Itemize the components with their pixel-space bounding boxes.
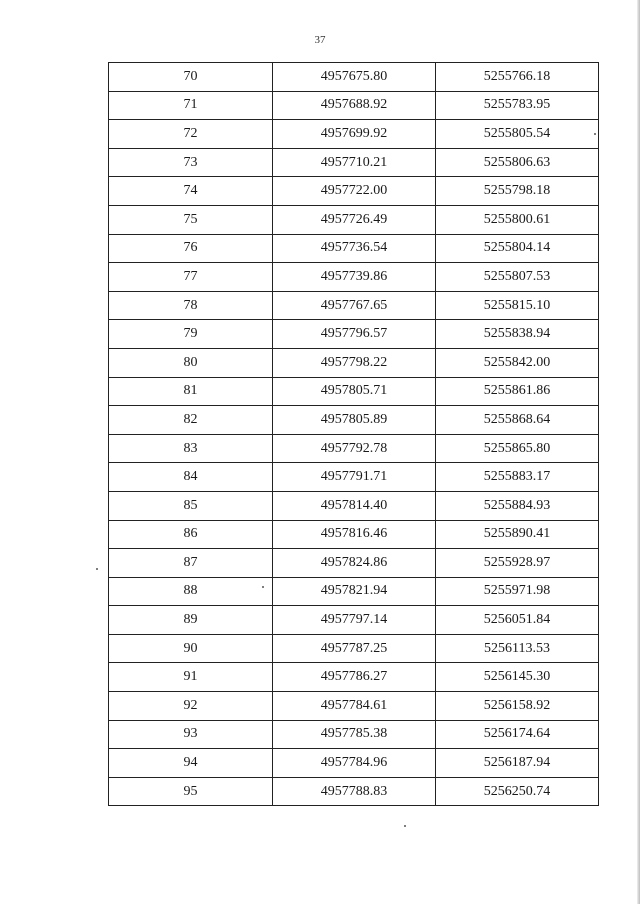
x-coordinate-cell: 4957688.92	[273, 91, 436, 120]
point-number-cell: 88	[109, 577, 273, 606]
table-row	[109, 749, 599, 778]
scan-speck	[96, 568, 98, 570]
point-number-cell: 86	[109, 520, 273, 549]
table-row	[109, 463, 599, 492]
x-coordinate-cell: 4957736.54	[273, 234, 436, 263]
table-row	[109, 348, 599, 377]
x-coordinate-cell: 4957786.27	[273, 663, 436, 692]
point-number-cell: 78	[109, 291, 273, 320]
table-row	[109, 91, 599, 120]
x-coordinate-cell: 4957792.78	[273, 434, 436, 463]
point-number-cell: 70	[109, 63, 273, 92]
table-row	[109, 491, 599, 520]
coordinates-table-body	[109, 63, 599, 806]
y-coordinate-cell: 5255815.10	[436, 291, 599, 320]
table-row	[109, 777, 599, 806]
y-coordinate-cell: 5255838.94	[436, 320, 599, 349]
x-coordinate-cell: 4957788.83	[273, 777, 436, 806]
y-coordinate-cell: 5255806.63	[436, 148, 599, 177]
point-number-cell: 95	[109, 777, 273, 806]
y-coordinate-cell: 5255928.97	[436, 549, 599, 578]
y-coordinate-cell: 5255804.14	[436, 234, 599, 263]
table-row	[109, 520, 599, 549]
point-number-cell: 91	[109, 663, 273, 692]
point-number-cell: 93	[109, 720, 273, 749]
table-row	[109, 234, 599, 263]
x-coordinate-cell: 4957816.46	[273, 520, 436, 549]
y-coordinate-cell: 5255883.17	[436, 463, 599, 492]
point-number-cell: 71	[109, 91, 273, 120]
x-coordinate-cell: 4957699.92	[273, 120, 436, 149]
x-coordinate-cell: 4957821.94	[273, 577, 436, 606]
y-coordinate-cell: 5256113.53	[436, 634, 599, 663]
table-row	[109, 177, 599, 206]
table-row	[109, 720, 599, 749]
table-row	[109, 406, 599, 435]
x-coordinate-cell: 4957805.71	[273, 377, 436, 406]
table-row	[109, 634, 599, 663]
table-row	[109, 291, 599, 320]
y-coordinate-cell: 5255807.53	[436, 263, 599, 292]
table-row	[109, 606, 599, 635]
point-number-cell: 77	[109, 263, 273, 292]
table-row	[109, 320, 599, 349]
y-coordinate-cell: 5255971.98	[436, 577, 599, 606]
x-coordinate-cell: 4957787.25	[273, 634, 436, 663]
y-coordinate-cell: 5256250.74	[436, 777, 599, 806]
scan-speck	[262, 586, 264, 588]
table-row	[109, 63, 599, 92]
scan-speck	[594, 133, 596, 135]
x-coordinate-cell: 4957805.89	[273, 406, 436, 435]
x-coordinate-cell: 4957784.96	[273, 749, 436, 778]
point-number-cell: 85	[109, 491, 273, 520]
y-coordinate-cell: 5256051.84	[436, 606, 599, 635]
table-row	[109, 205, 599, 234]
y-coordinate-cell: 5255800.61	[436, 205, 599, 234]
point-number-cell: 76	[109, 234, 273, 263]
table-row	[109, 434, 599, 463]
scan-speck	[404, 825, 406, 827]
point-number-cell: 83	[109, 434, 273, 463]
x-coordinate-cell: 4957675.80	[273, 63, 436, 92]
y-coordinate-cell: 5255805.54	[436, 120, 599, 149]
y-coordinate-cell: 5256158.92	[436, 692, 599, 721]
table-row	[109, 549, 599, 578]
x-coordinate-cell: 4957739.86	[273, 263, 436, 292]
table-row	[109, 663, 599, 692]
y-coordinate-cell: 5255783.95	[436, 91, 599, 120]
point-number-cell: 84	[109, 463, 273, 492]
x-coordinate-cell: 4957722.00	[273, 177, 436, 206]
x-coordinate-cell: 4957814.40	[273, 491, 436, 520]
x-coordinate-cell: 4957791.71	[273, 463, 436, 492]
point-number-cell: 81	[109, 377, 273, 406]
x-coordinate-cell: 4957797.14	[273, 606, 436, 635]
x-coordinate-cell: 4957710.21	[273, 148, 436, 177]
point-number-cell: 73	[109, 148, 273, 177]
table-row	[109, 577, 599, 606]
y-coordinate-cell: 5256174.64	[436, 720, 599, 749]
point-number-cell: 80	[109, 348, 273, 377]
point-number-cell: 72	[109, 120, 273, 149]
table-row	[109, 120, 599, 149]
point-number-cell: 89	[109, 606, 273, 635]
point-number-cell: 74	[109, 177, 273, 206]
point-number-cell: 79	[109, 320, 273, 349]
page-number: 37	[314, 34, 326, 46]
point-number-cell: 87	[109, 549, 273, 578]
x-coordinate-cell: 4957796.57	[273, 320, 436, 349]
point-number-cell: 82	[109, 406, 273, 435]
table-row	[109, 377, 599, 406]
point-number-cell: 75	[109, 205, 273, 234]
x-coordinate-cell: 4957767.65	[273, 291, 436, 320]
table-row	[109, 692, 599, 721]
x-coordinate-cell: 4957726.49	[273, 205, 436, 234]
x-coordinate-cell: 4957784.61	[273, 692, 436, 721]
y-coordinate-cell: 5256145.30	[436, 663, 599, 692]
y-coordinate-cell: 5255861.86	[436, 377, 599, 406]
coordinates-table	[108, 62, 599, 806]
y-coordinate-cell: 5255884.93	[436, 491, 599, 520]
y-coordinate-cell: 5255865.80	[436, 434, 599, 463]
x-coordinate-cell: 4957785.38	[273, 720, 436, 749]
y-coordinate-cell: 5255798.18	[436, 177, 599, 206]
x-coordinate-cell: 4957824.86	[273, 549, 436, 578]
point-number-cell: 92	[109, 692, 273, 721]
table-row	[109, 263, 599, 292]
y-coordinate-cell: 5255842.00	[436, 348, 599, 377]
y-coordinate-cell: 5255766.18	[436, 63, 599, 92]
point-number-cell: 94	[109, 749, 273, 778]
y-coordinate-cell: 5255868.64	[436, 406, 599, 435]
point-number-cell: 90	[109, 634, 273, 663]
y-coordinate-cell: 5256187.94	[436, 749, 599, 778]
x-coordinate-cell: 4957798.22	[273, 348, 436, 377]
y-coordinate-cell: 5255890.41	[436, 520, 599, 549]
table-row	[109, 148, 599, 177]
